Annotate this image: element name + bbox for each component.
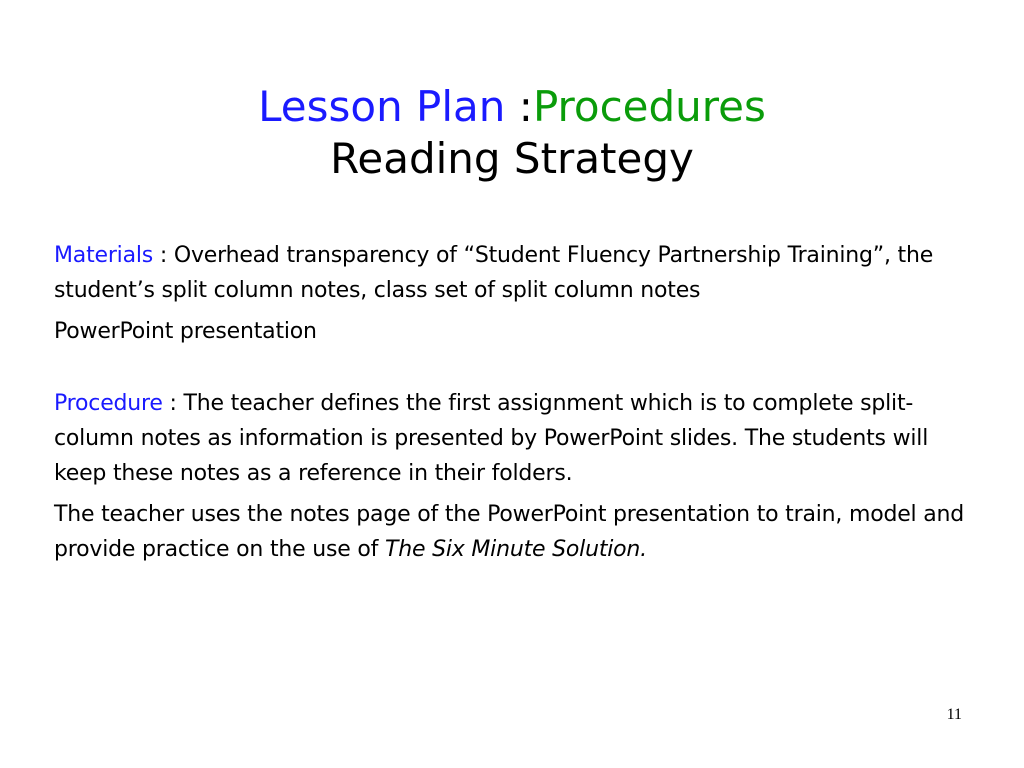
- title-line-1: [0, 80, 1024, 134]
- title-procedures: Procedures: [532, 82, 766, 131]
- powerpoint-line: PowerPoint presentation: [54, 319, 317, 344]
- slide-title: [0, 80, 1024, 184]
- procedure-paragraph: [54, 386, 974, 491]
- slide-body: [54, 238, 974, 573]
- book-title: The Six Minute Solution: [385, 537, 641, 562]
- materials-paragraph: [54, 238, 974, 308]
- procedure-label: Procedure: [54, 391, 163, 416]
- title-separator: :: [505, 82, 533, 131]
- teacher-paragraph: [54, 497, 974, 567]
- procedure-text: : The teacher defines the first assignment which is to complete split-column notes as information is presented by PowerPoint slides. The students will keep these notes as a reference in their folders.: [54, 391, 929, 486]
- materials-text: : Overhead transparency of “Student Fluency Partnership Training”, the student’s split column notes, class set of split column notes: [54, 243, 934, 303]
- teacher-text-end: .: [640, 537, 647, 562]
- teacher-text: The teacher uses the notes page of the PowerPoint presentation to train, model and provide practice on the use of: [54, 502, 965, 562]
- title-subtitle: Reading Strategy: [330, 134, 694, 183]
- materials-label: Materials: [54, 243, 154, 268]
- title-lesson-plan: Lesson Plan: [258, 82, 506, 131]
- page-number: 11: [946, 706, 962, 723]
